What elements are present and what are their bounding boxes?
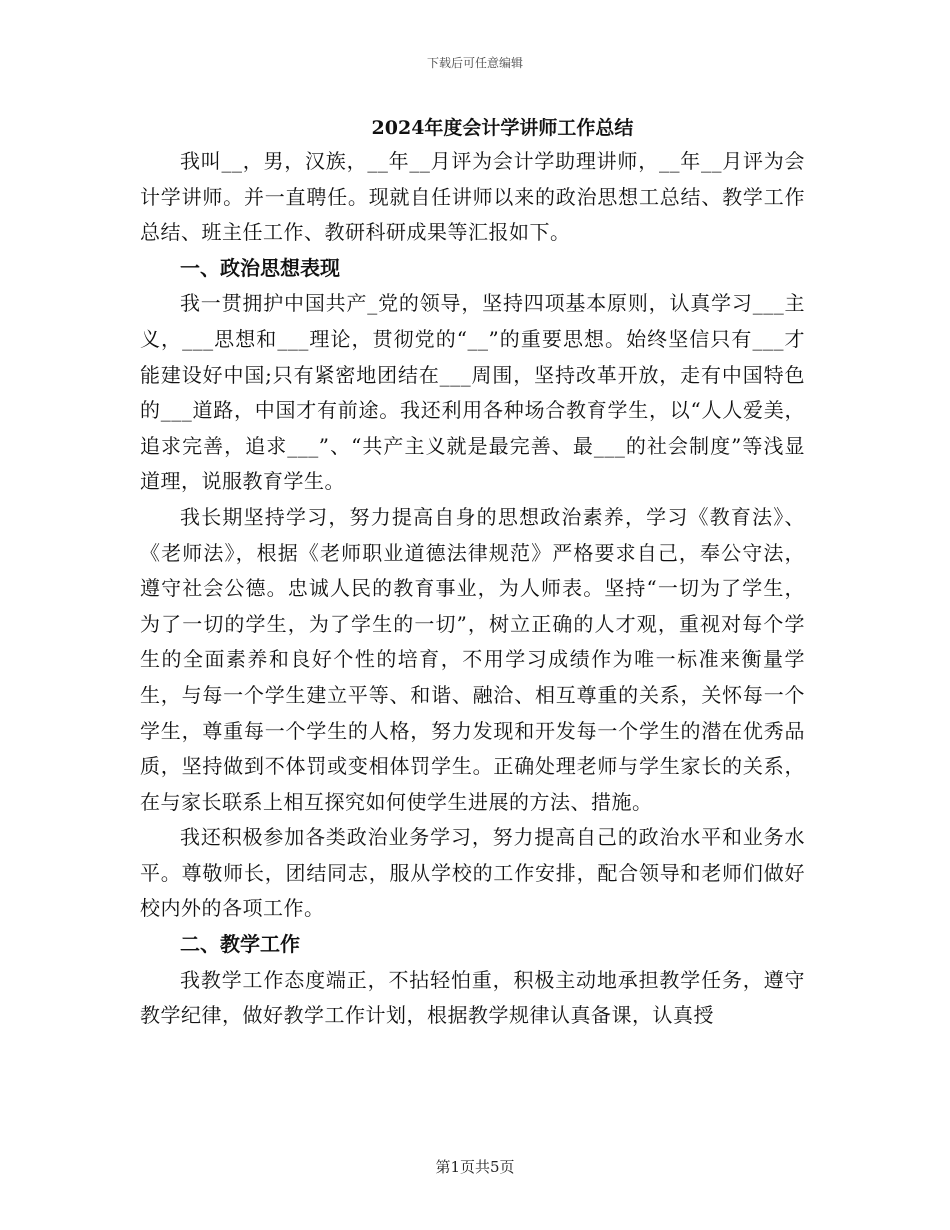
- section-heading-politics: 一、政治思想表现: [180, 255, 340, 280]
- document-body: [140, 112, 805, 1034]
- document-title: 2024年度会计学讲师工作总结: [371, 117, 634, 139]
- page-header-note: 下载后可任意编辑: [426, 56, 523, 70]
- page-number-footer: 第1页共5页: [435, 1158, 515, 1176]
- paragraph-politics-2: 我长期坚持学习，努力提高自身的思想政治素养，学习《教育法》、《老师法》，根据《老师职业道德法律规范》严格要求自己，奉公守法，遵守社会公德。忠诚人民的教育事业，为人师表。坚持“一切为了学生，为了一切的学生，为了学生的一切”，树立正确的人才观，重视对每个学生的全面素养和良好个性的培育，不用学习成绩作为唯一标准来衡量学生，与每一个学生建立平等、和谐、融洽、相互尊重的关系，关怀每一个学生，尊重每一个学生的人格，努力发现和开发每一个学生的潜在优秀品质，坚持做到不体罚或变相体罚学生。正确处理老师与学生家长的关系，在与家长联系上相互探究如何使学生进展的方法、措施。: [140, 504, 805, 814]
- section-heading-teaching: 二、教学工作: [180, 932, 300, 957]
- intro-paragraph: 我叫__，男，汉族，__年__月评为会计学助理讲师，__年__月评为会计学讲师。并一直聘任。现就自任讲师以来的政治思想工总结、教学工作总结、班主任工作、教研科研成果等汇报如下。: [140, 149, 805, 245]
- paragraph-politics-3: 我还积极参加各类政治业务学习，努力提高自己的政治水平和业务水平。尊敬师长，团结同志，服从学校的工作安排，配合领导和老师们做好校内外的各项工作。: [140, 825, 805, 921]
- paragraph-teaching-1: 我教学工作态度端正，不拈轻怕重，积极主动地承担教学任务，遵守教学纪律，做好教学工作计划，根据教学规律认真备课，认真授: [140, 967, 805, 1028]
- paragraph-politics-1: 我一贯拥护中国共产_党的领导，坚持四项基本原则，认真学习___主义，___思想和___理论，贯彻党的“__”的重要思想。始终坚信只有___才能建设好中国;只有紧密地团结在___周围，坚持改革开放，走有中国特色的___道路，中国才有前途。我还利用各种场合教育学生，以“人人爱美，追求完善，追求___”、“共产主义就是最完善、最___的社会制度”等浅显道理，说服教育学生。: [140, 291, 805, 494]
